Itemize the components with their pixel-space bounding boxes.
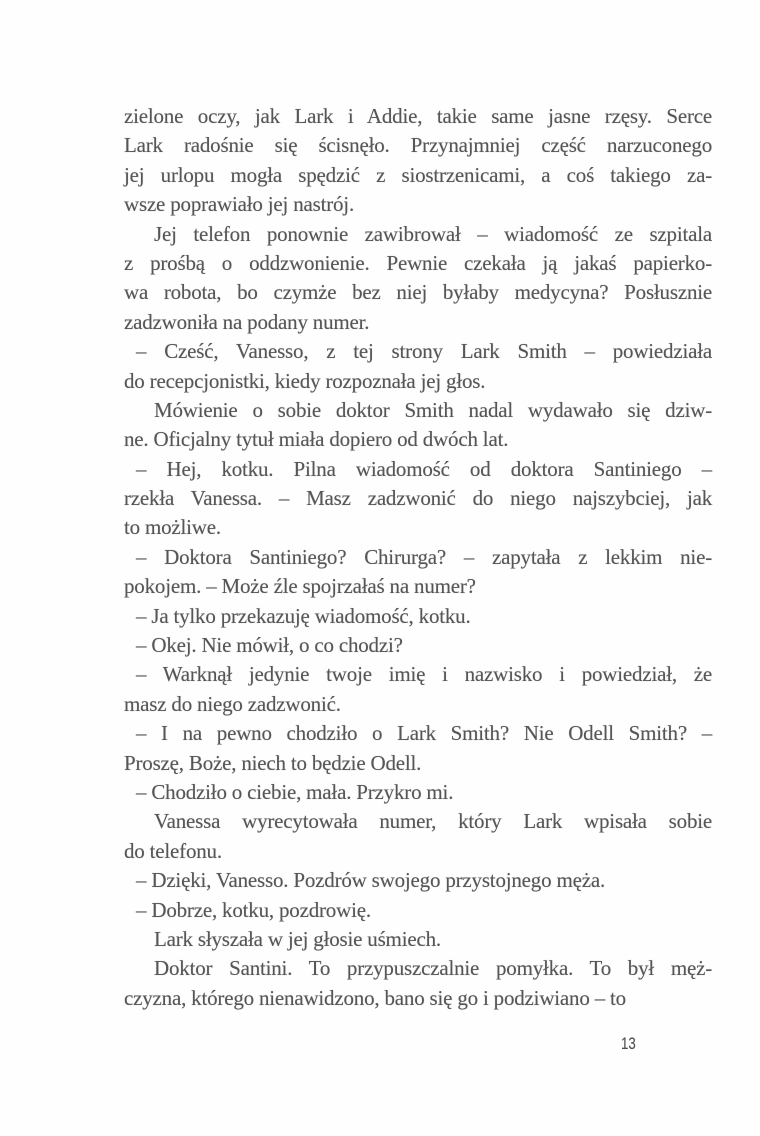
- text-line: to możliwe.: [124, 515, 221, 540]
- text-line: zadzwoniła na podany numer.: [124, 309, 370, 334]
- paragraph: [124, 719, 712, 778]
- text-line: jej urlopu mogła spędzić z siostrzenicami, a coś takiego za-: [124, 162, 712, 187]
- paragraph: [124, 220, 712, 338]
- text-line: – Hej, kotku. Pilna wiadomość od doktora Santiniego –: [136, 456, 712, 481]
- text-line: – Chodziło o ciebie, mała. Przykro mi.: [136, 779, 454, 804]
- paragraph: [124, 925, 712, 954]
- text-line: – Dzięki, Vanesso. Pozdrów swojego przystojnego męża.: [136, 868, 605, 893]
- text-line: Lark radośnie się ścisnęło. Przynajmniej część narzuconego: [124, 133, 712, 158]
- paragraph: [124, 396, 712, 455]
- paragraph: [124, 631, 712, 660]
- text-line: zielone oczy, jak Lark i Addie, takie same jasne rzęsy. Serce: [124, 104, 712, 128]
- text-line: – Ja tylko przekazuję wiadomość, kotku.: [136, 603, 471, 628]
- text-line: do recepcjonistki, kiedy rozpoznała jej głos.: [124, 368, 486, 393]
- text-line: – Doktora Santiniego? Chirurga? – zapytała z lekkim nie-: [136, 544, 712, 569]
- text-line: – Dobrze, kotku, pozdrowię.: [136, 897, 371, 922]
- text-line: Mówienie o sobie doktor Smith nadal wydawało się dziw-: [154, 397, 712, 422]
- text-line: Lark słyszała w jej głosie uśmiech.: [154, 926, 441, 951]
- paragraph: [124, 337, 712, 396]
- text-line: rzekła Vanessa. – Masz zadzwonić do niego najszybciej, jak: [124, 486, 712, 511]
- text-line: czyzna, którego nienawidzono, bano się go i podziwiano – to: [124, 985, 626, 1010]
- text-line: – Warknął jedynie twoje imię i nazwisko i powiedział, że: [136, 662, 712, 687]
- paragraph: [124, 954, 712, 1013]
- page-text: [124, 102, 712, 1013]
- text-line: wa robota, bo czymże bez niej byłaby medycyna? Posłusznie: [124, 280, 712, 305]
- text-line: – Okej. Nie mówił, o co chodzi?: [136, 633, 403, 658]
- text-line: Doktor Santini. To przypuszczalnie pomyłka. To był męż-: [154, 956, 712, 981]
- text-line: do telefonu.: [124, 838, 222, 863]
- paragraph: [124, 896, 712, 925]
- text-line: ne. Oficjalny tytuł miała dopiero od dwóch lat.: [124, 427, 509, 452]
- text-line: Vanessa wyrecytowała numer, który Lark wpisała sobie: [154, 809, 712, 834]
- paragraph: [124, 543, 712, 602]
- text-line: – I na pewno chodziło o Lark Smith? Nie Odell Smith? –: [136, 721, 712, 746]
- paragraph: [124, 778, 712, 807]
- text-line: Jej telefon ponownie zawibrował – wiadomość ze szpitala: [154, 221, 712, 246]
- text-line: pokojem. – Może źle spojrzałaś na numer?: [124, 574, 476, 599]
- paragraph: [124, 866, 712, 895]
- paragraph: [124, 602, 712, 631]
- text-line: wsze poprawiało jej nastrój.: [124, 192, 354, 217]
- paragraph: [124, 455, 712, 543]
- paragraph: [124, 660, 712, 719]
- paragraph: [124, 807, 712, 866]
- paragraph: [124, 102, 712, 220]
- text-line: masz do niego zadzwonić.: [124, 691, 341, 716]
- text-line: Proszę, Boże, niech to będzie Odell.: [124, 750, 422, 775]
- text-line: z prośbą o oddzwonienie. Pewnie czekała ją jakaś papierko-: [124, 250, 712, 275]
- text-line: – Cześć, Vanesso, z tej strony Lark Smith – powiedziała: [136, 339, 712, 364]
- page-number: 13: [621, 1034, 636, 1053]
